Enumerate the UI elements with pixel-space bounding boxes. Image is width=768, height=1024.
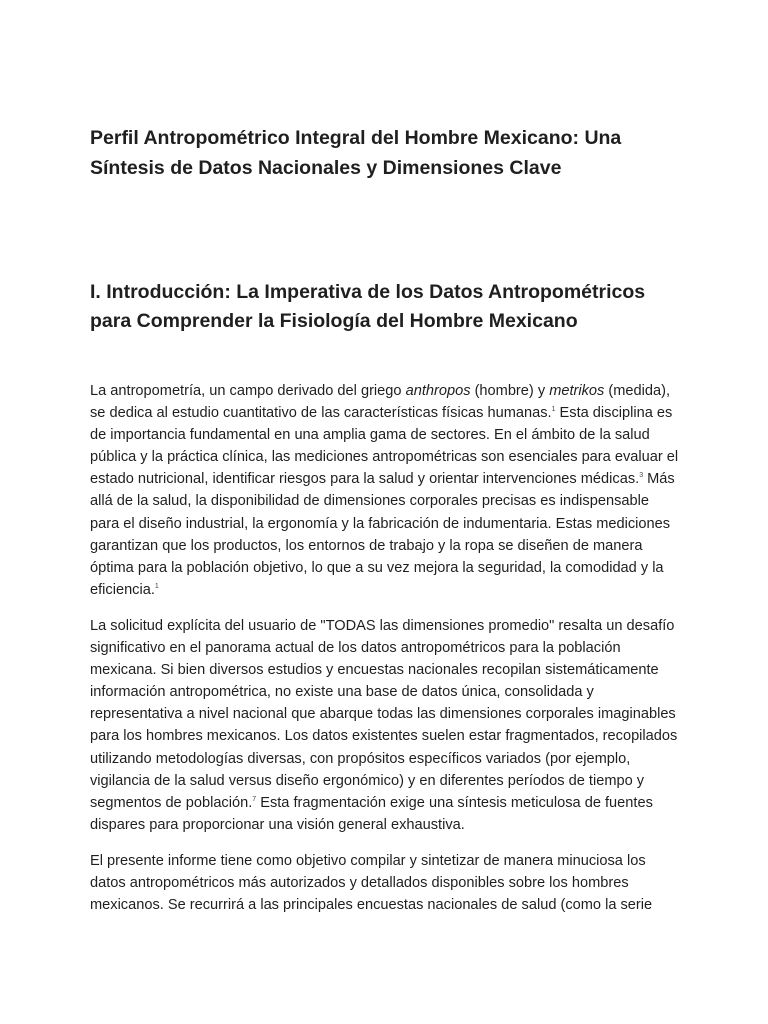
paragraph-text: Esta disciplina es de importancia fundamental en una amplia gama de sectores. En el ámbito de la salud pública y la práctica clínica, las mediciones antropométricas son esenciales para evaluar el estado nutricional, identificar riesgos para la salud y orientar intervenciones médicas. (90, 405, 679, 488)
section-heading-introduccion: I. Introducción: La Imperativa de los Datos Antropométricos para Comprender la Fisiología del Hombre Mexicano (90, 281, 646, 332)
paragraph-text: (hombre) y (470, 383, 550, 399)
paragraph-text: La solicitud explícita del usuario de "TODAS las dimensiones promedio" resalta un desafío significativo en el panorama actual de los datos antropométricos para la población mexicana. Si bien diversos estudios y encuestas nacionales recopilan sistemáticamente información antropométrica, no existe una base de datos única, consolidada y representativa a nivel nacional que abarque todas las dimensiones corporales imaginables para los hombres mexicanos. Los datos existentes suelen estar fragmentados, recopilados utilizando metodologías diversas, con propósitos específicos variados (por ejemplo, vigilancia de la salud versus diseño ergonómico) y en diferentes períodos de tiempo y segmentos de población. (90, 617, 678, 811)
footnote-ref: 1 (154, 582, 159, 590)
document-body (90, 380, 682, 930)
footnote-ref: 7 (252, 795, 257, 803)
document-title: Perfil Antropométrico Integral del Hombre Mexicano: Una Síntesis de Datos Nacionales y Dimensiones Clave (90, 127, 622, 179)
paragraph-antropometria (90, 380, 682, 601)
paragraph-text: (medida), se dedica al estudio cuantitativo de las características físicas humanas. (90, 383, 671, 422)
paragraph-text: Más allá de la salud, la disponibilidad de dimensiones corporales precisas es indispensable para el diseño industrial, la ergonomía y la fabricación de indumentaria. Estas mediciones garantizan que los productos, los entornos de trabajo y la ropa se diseñen de manera óptima para la población objetivo, lo que a su vez mejora la seguridad, la comodidad y la eficiencia. (90, 471, 675, 598)
paragraph-text: El presente informe tiene como objetivo compilar y sintetizar de manera minuciosa los datos antropométricos más autorizados y detallados disponibles sobre los hombres mexicanos. Se recurrirá a las principales encuestas nacionales de salud (como la serie (90, 852, 653, 914)
paragraph-solicitud (90, 615, 682, 836)
greek-term-metrikos: metrikos (549, 383, 605, 399)
paragraph-objetivo (90, 850, 682, 916)
paragraph-text: Esta fragmentación exige una síntesis meticulosa de fuentes dispares para proporcionar una visión general exhaustiva. (90, 794, 653, 833)
footnote-ref: 1 (551, 406, 556, 414)
greek-term-anthropos: anthropos (405, 383, 471, 399)
footnote-ref: 3 (639, 472, 644, 480)
paragraph-text: La antropometría, un campo derivado del griego (90, 383, 406, 399)
